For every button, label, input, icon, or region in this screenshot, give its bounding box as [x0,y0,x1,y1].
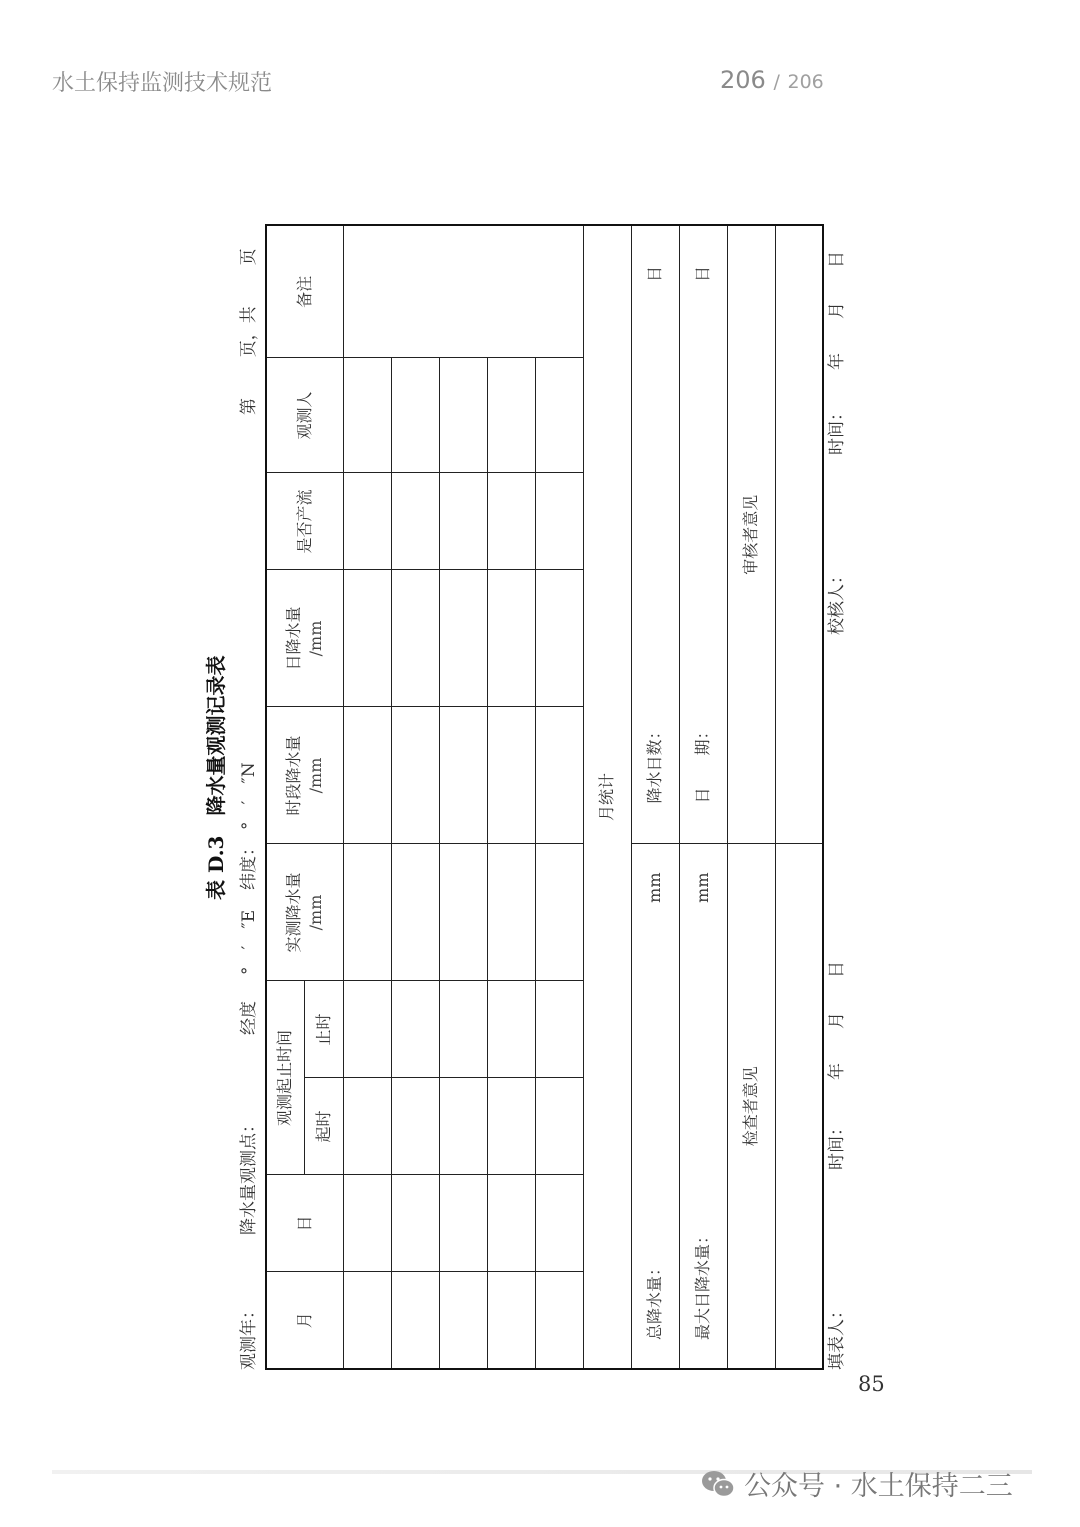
form-filler-label: 填表人： [827,1302,847,1370]
header-day: 日 [266,1175,343,1272]
verify-time-label: 时间： [827,404,847,455]
observation-year-label: 观测年： [239,1302,259,1370]
observation-point-label: 降水量观测点： [239,1116,259,1235]
header-start-time: 起时 [304,1078,343,1175]
page-label-end: 页 [239,248,259,266]
header-remarks: 备注 [266,225,343,358]
wechat-icon [700,1469,736,1499]
checker-opinion-field [775,844,823,1369]
header-end-time: 止时 [304,981,343,1078]
header-month: 月 [266,1272,343,1369]
max-daily-precipitation-unit: mm [693,872,713,903]
period-unit: /mm [305,757,325,794]
rain-days-label: 降水日数： [645,723,665,804]
max-date-unit: 日 [693,265,713,282]
rain-days-unit: 日 [645,265,665,282]
header-observation-time: 观测起止时间 [266,981,304,1175]
data-row [439,225,487,1369]
reviewer-opinion-label: 审核者意见 [727,225,775,844]
data-row [391,225,439,1369]
latitude-label: 纬度： [239,839,259,890]
verify-date-fields: 年 月 日 [827,251,847,370]
total-precipitation-unit: mm [645,872,665,903]
rain-days-cell [631,225,679,844]
fill-time-label: 时间： [827,1119,847,1170]
header-runoff: 是否产流 [266,473,343,570]
period-label: 时段降水量 [284,735,304,816]
fill-date-fields: 年 月 日 [827,961,847,1080]
page-label-mid: 页，共 [239,306,259,358]
watermark [700,1464,1013,1503]
document-title: 水土保持监测技术规范 [52,71,273,96]
max-daily-precipitation-cell [679,844,727,1369]
verifier-label: 校核人： [827,567,847,635]
page-count-label [234,248,259,415]
page-label-prefix: 第 [239,398,259,415]
monthly-statistics-label: 月统计 [583,225,631,1369]
rotated-form-sheet [200,170,880,1370]
header-period-precipitation [266,707,343,844]
page-current: 206 [720,66,766,94]
data-row [487,225,535,1369]
printed-page-number: 85 [858,1372,885,1396]
longitude-units: ° ′ ″E [239,909,259,975]
latitude-units: ° ′ ″N [239,762,259,830]
header-measured-precipitation [266,844,343,981]
reviewer-opinion-field [775,225,823,844]
longitude-label: 经度 [239,1001,259,1035]
max-daily-precipitation-label: 最大日降水量： [693,1227,713,1340]
page-indicator [720,66,824,94]
checker-opinion-label: 检查者意见 [727,844,775,1369]
header-daily-precipitation [266,570,343,707]
max-date-label: 日 期： [693,723,713,804]
table-caption: 表 D.3 降水量观测记录表 [204,655,228,900]
watermark-text: 公众号 · 水土保持二三 [744,1471,1013,1502]
daily-unit: /mm [305,620,325,657]
max-date-cell [679,225,727,844]
total-precipitation-cell [631,844,679,1369]
page-separator: / [773,71,780,93]
page-total: 206 [787,71,824,93]
measured-unit: /mm [305,894,325,931]
header-observer: 观测人 [266,358,343,473]
daily-label: 日降水量 [284,606,304,671]
total-precipitation-label: 总降水量： [645,1259,665,1340]
data-row [343,225,391,1369]
measured-label: 实测降水量 [284,872,304,953]
precipitation-record-table [265,224,824,1370]
data-row [535,225,583,1369]
